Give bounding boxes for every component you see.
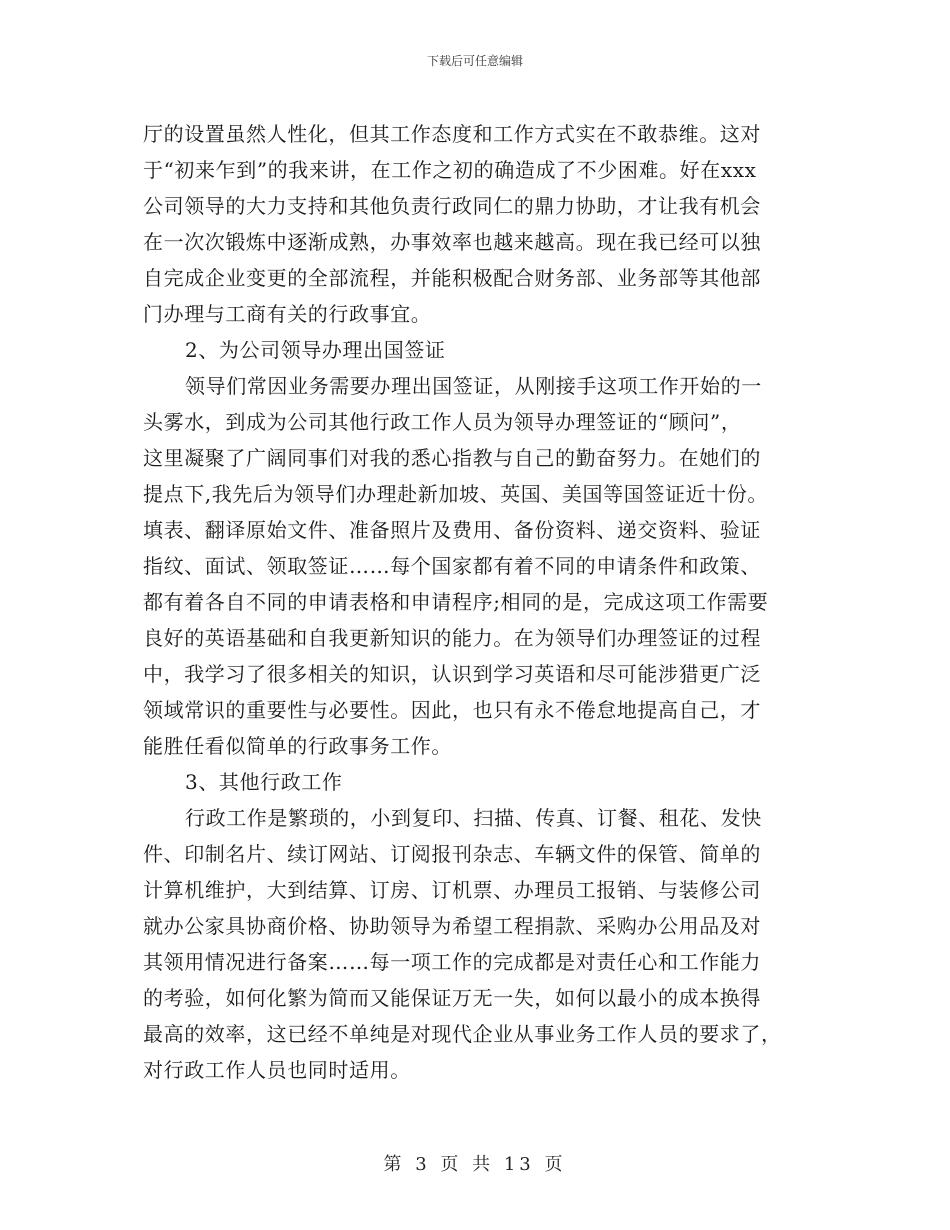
text-line: 提点下,我先后为领导们办理赴新加坡、英国、美国等国签证近十份。: [143, 482, 768, 506]
text-line: 能胜任看似简单的行政事务工作。: [143, 734, 452, 758]
text-line: 3、其他行政工作: [185, 770, 343, 794]
text-line: 的考验，如何化繁为简而又能保证万无一失，如何以最小的成本换得: [143, 986, 761, 1010]
text-line: 厅的设置虽然人性化，但其工作态度和工作方式实在不敢恭维。这对: [143, 122, 761, 146]
text-line: 都有着各自不同的申请表格和申请程序;相同的是，完成这项工作需要: [143, 590, 769, 614]
text-line: 指纹、面试、领取签证……每个国家都有着不同的申请条件和政策、: [143, 554, 761, 578]
text-line: 这里凝聚了广阔同事们对我的悉心指教与自己的勤奋努力。在她们的: [143, 446, 761, 470]
text-line: 对行政工作人员也同时适用。: [143, 1058, 411, 1082]
text-line: 头雾水，到成为公司其他行政工作人员为领导办理签证的“顾问”，: [143, 410, 742, 434]
body-text: [143, 116, 811, 1088]
text-line: 填表、翻译原始文件、准备照片及费用、备份资料、递交资料、验证: [143, 518, 761, 542]
text-line: 件、印制名片、续订网站、订阅报刊杂志、车辆文件的保管、简单的: [143, 842, 761, 866]
text-line: 2、为公司领导办理出国签证: [185, 338, 446, 362]
header-note: 下载后可任意编辑: [426, 54, 523, 68]
text-line: 中，我学习了很多相关的知识，认识到学习英语和尽可能涉猎更广泛: [143, 662, 761, 686]
text-line: 计算机维护，大到结算、订房、订机票、办理员工报销、与装修公司: [143, 878, 761, 902]
text-line: 行政工作是繁琐的，小到复印、扫描、传真、订餐、租花、发快: [185, 806, 762, 830]
text-line: 于“初来乍到”的我来讲，在工作之初的确造成了不少困难。好在xxx: [143, 158, 757, 182]
text-line: 其领用情况进行备案……每一项工作的完成都是对责任心和工作能力: [143, 950, 761, 974]
text-line: 最高的效率，这已经不单纯是对现代企业从事业务工作人员的要求了，: [143, 1022, 782, 1046]
text-line: 公司领导的大力支持和其他负责行政同仁的鼎力协助，才让我有机会: [143, 194, 761, 218]
text-line: 自完成企业变更的全部流程，并能积极配合财务部、业务部等其他部: [143, 266, 761, 290]
text-line: 领域常识的重要性与必要性。因此，也只有永不倦怠地提高自己，才: [143, 698, 761, 722]
text-line: 门办理与工商有关的行政事宜。: [143, 302, 432, 326]
page-number: 第 3 页 共 13 页: [383, 1154, 567, 1175]
text-line: 良好的英语基础和自我更新知识的能力。在为领导们办理签证的过程: [143, 626, 761, 650]
text-line: 领导们常因业务需要办理出国签证，从刚接手这项工作开始的一: [185, 374, 762, 398]
text-line: 在一次次锻炼中逐渐成熟，办事效率也越来越高。现在我已经可以独: [143, 230, 761, 254]
text-line: 就办公家具协商价格、协助领导为希望工程捐款、采购办公用品及对: [143, 914, 761, 938]
